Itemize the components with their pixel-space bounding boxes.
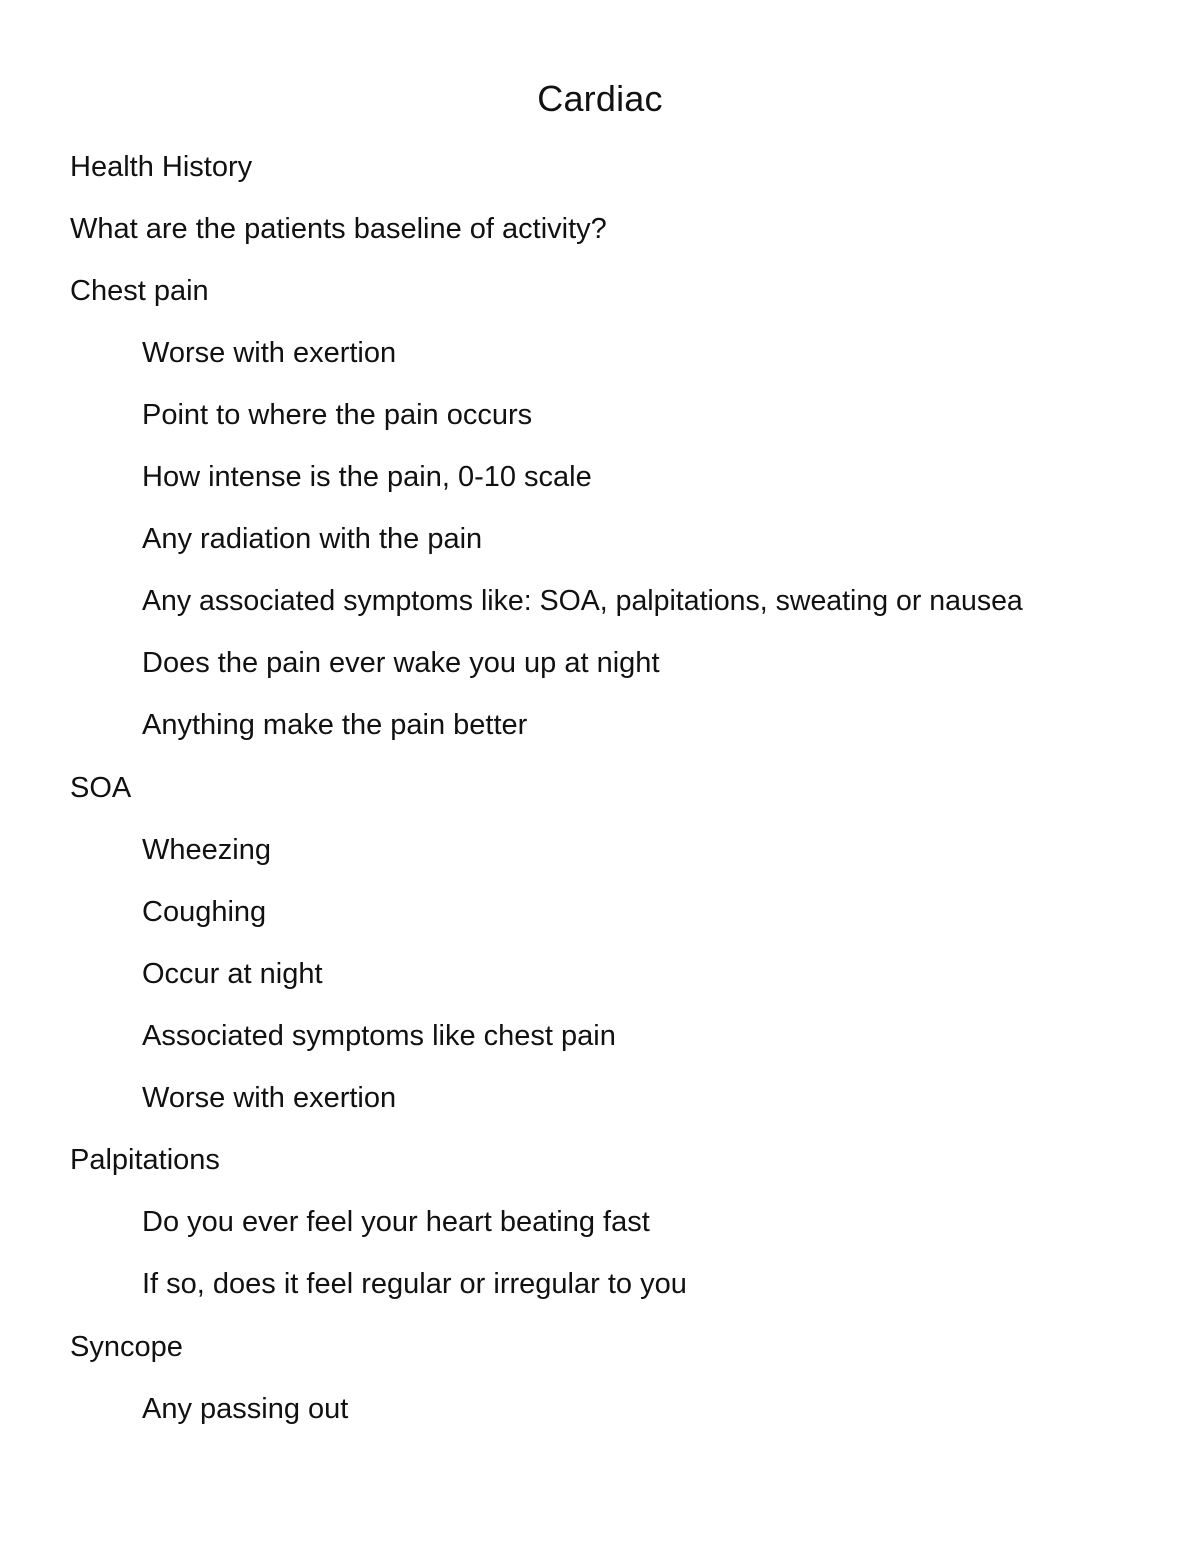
section-heading-palpitations: Palpitations <box>70 1144 220 1176</box>
section-heading-syncope: Syncope <box>70 1331 183 1363</box>
list-item: Does the pain ever wake you up at night <box>142 647 660 679</box>
list-item: Anything make the pain better <box>142 709 528 741</box>
list-item: Worse with exertion <box>142 337 397 369</box>
section-heading-soa: SOA <box>70 772 132 804</box>
list-item: If so, does it feel regular or irregular to you <box>142 1268 687 1300</box>
page-title: Cardiac <box>537 78 663 119</box>
section-heading-chest-pain: Chest pain <box>70 275 209 307</box>
list-item: Any associated symptoms like: SOA, palpitations, sweating or nausea <box>142 585 1023 617</box>
section-heading-health-history: Health History <box>70 151 253 183</box>
list-item: Wheezing <box>142 834 271 866</box>
list-item: Any radiation with the pain <box>142 523 483 555</box>
list-item: Point to where the pain occurs <box>142 399 533 431</box>
list-item: Worse with exertion <box>142 1082 397 1114</box>
list-item: Any passing out <box>142 1393 349 1425</box>
question-baseline-activity: What are the patients baseline of activity? <box>70 213 607 245</box>
list-item: Occur at night <box>142 958 323 990</box>
list-item: Do you ever feel your heart beating fast <box>142 1206 650 1238</box>
list-item: Coughing <box>142 896 267 928</box>
list-item: How intense is the pain, 0-10 scale <box>142 461 592 493</box>
list-item: Associated symptoms like chest pain <box>142 1020 616 1052</box>
